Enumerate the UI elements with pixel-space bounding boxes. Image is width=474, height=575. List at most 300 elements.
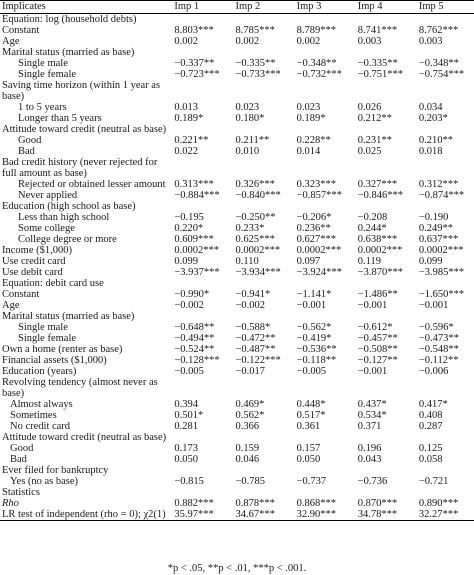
cell-imp-3 [291, 377, 352, 399]
cell-imp-1: 0.501* [174, 410, 204, 421]
row-label: Bad [10, 454, 27, 465]
cell-imp-4 [352, 377, 413, 399]
cell-imp-5: −0.473** [418, 333, 459, 344]
cell-imp-5: −0.112** [418, 355, 459, 366]
table-row [0, 377, 474, 399]
cell-imp-3: 0.627*** [296, 234, 336, 245]
cell-imp-3: −0.118** [296, 355, 337, 366]
cell-imp-1: 0.281 [174, 421, 198, 432]
cell-imp-4 [352, 157, 413, 179]
row-label: Marital status (married as base) [2, 311, 135, 322]
cell-imp-5 [413, 278, 474, 289]
cell-imp-2: 0.023 [235, 102, 260, 113]
cell-imp-4: 0.212** [357, 113, 392, 124]
table-row [0, 333, 474, 344]
table-row [0, 36, 474, 47]
table-row [0, 124, 474, 135]
table-row [0, 410, 474, 421]
row-label: Marital status (married as base) [2, 47, 135, 58]
table-row [0, 135, 474, 146]
row-label: LR test of independent (rho = 0); χ2(1) [0, 509, 168, 521]
cell-imp-3: 0.323*** [296, 179, 336, 190]
table-row [0, 47, 474, 58]
cell-imp-3 [291, 278, 352, 289]
cell-imp-2: 0.0002*** [235, 245, 281, 256]
row-label: Good [10, 443, 34, 454]
cell-imp-5 [413, 432, 474, 443]
cell-imp-5: 0.890*** [418, 498, 459, 509]
cell-imp-3 [291, 14, 352, 26]
cell-imp-1 [168, 278, 229, 289]
row-label: Equation: debit card use [2, 278, 104, 289]
row-label: Longer than 5 years [18, 113, 102, 124]
cell-imp-4: 0.437* [357, 399, 387, 410]
cell-imp-1 [168, 14, 229, 26]
row-label: Bad credit history (never rejected for full amount as base) [2, 157, 158, 179]
cell-imp-1: −0.005 [174, 366, 204, 377]
cell-imp-5: −0.721 [418, 476, 449, 487]
cell-imp-2 [229, 47, 290, 58]
cell-imp-3 [291, 157, 352, 179]
cell-imp-5: −3.985*** [418, 267, 465, 278]
table-row [0, 25, 474, 36]
cell-imp-2: 0.469* [235, 399, 265, 410]
cell-imp-2: −0.733*** [235, 69, 281, 80]
table-row [0, 58, 474, 69]
cell-imp-1: 35.97*** [168, 509, 229, 521]
cell-imp-1: 0.313*** [174, 179, 214, 190]
table-row [0, 157, 474, 179]
cell-imp-2 [229, 157, 290, 179]
cell-imp-1 [168, 47, 229, 58]
cell-imp-5: 0.637*** [418, 234, 459, 245]
cell-imp-3: 0.868*** [296, 498, 336, 509]
table-row [0, 421, 474, 432]
row-label: Equation: log (household debts) [2, 14, 137, 25]
cell-imp-4: −0.001 [357, 300, 388, 311]
cell-imp-4: 0.003 [357, 36, 382, 47]
cell-imp-5: 0.312*** [418, 179, 459, 190]
cell-imp-1: 8.803*** [174, 25, 214, 36]
cell-imp-4 [352, 487, 413, 498]
table-row [0, 509, 474, 521]
cell-imp-3: −0.562* [296, 322, 332, 333]
cell-imp-5 [413, 201, 474, 212]
header-implicates: Implicates [0, 1, 168, 14]
cell-imp-2: 0.110 [235, 256, 259, 267]
cell-imp-2: 0.233* [235, 223, 265, 234]
row-label: Single female [18, 69, 77, 80]
cell-imp-2: −0.017 [235, 366, 266, 377]
cell-imp-3: −0.206* [296, 212, 332, 223]
row-label: College degree or more [18, 234, 117, 245]
cell-imp-5: 0.058 [418, 454, 443, 465]
cell-imp-1: 0.609*** [174, 234, 214, 245]
row-label: Use credit card [2, 256, 66, 267]
table-row [0, 267, 474, 278]
cell-imp-5: −1.650*** [418, 289, 465, 300]
cell-imp-1: −0.337** [174, 58, 215, 69]
significance-footnote: *p < .05, **p < .01, ***p < .001. [167, 563, 307, 574]
row-label: Constant [2, 25, 40, 36]
cell-imp-2 [229, 124, 290, 135]
table-row [0, 256, 474, 267]
cell-imp-2 [229, 487, 290, 498]
cell-imp-4 [352, 14, 413, 26]
cell-imp-2: 0.562* [235, 410, 265, 421]
cell-imp-4: −0.846*** [357, 190, 404, 201]
table-body [0, 14, 474, 521]
table-row [0, 212, 474, 223]
table-row [0, 223, 474, 234]
cell-imp-5: −0.874*** [418, 190, 465, 201]
cell-imp-5 [413, 124, 474, 135]
cell-imp-1: −0.494** [174, 333, 215, 344]
cell-imp-4 [352, 124, 413, 135]
cell-imp-2 [229, 278, 290, 289]
cell-imp-3: 0.014 [296, 146, 321, 157]
row-label: Single female [18, 333, 77, 344]
cell-imp-2: −0.785 [235, 476, 266, 487]
cell-imp-4: −0.612* [357, 322, 393, 333]
table-row [0, 278, 474, 289]
row-label: Never applied [18, 190, 78, 201]
table-header [0, 1, 474, 14]
cell-imp-3: −1.141* [296, 289, 332, 300]
cell-imp-1: −0.723*** [174, 69, 220, 80]
cell-imp-4: −3.870*** [357, 267, 404, 278]
header-imp-2: Imp 2 [229, 1, 290, 14]
cell-imp-4: 0.870*** [357, 498, 398, 509]
cell-imp-3 [291, 465, 352, 476]
cell-imp-5 [413, 80, 474, 102]
cell-imp-5: 0.0002*** [418, 245, 464, 256]
cell-imp-4: 0.638*** [357, 234, 398, 245]
cell-imp-3: 0.228** [296, 135, 331, 146]
cell-imp-5: 0.210** [418, 135, 453, 146]
cell-imp-2: 0.326*** [235, 179, 275, 190]
row-label: Age [2, 300, 20, 311]
cell-imp-3: −0.737 [296, 476, 327, 487]
cell-imp-4: −0.127** [357, 355, 398, 366]
cell-imp-4 [352, 432, 413, 443]
cell-imp-1: 0.173 [174, 443, 198, 454]
cell-imp-3: −3.924*** [296, 267, 342, 278]
cell-imp-3 [291, 432, 352, 443]
cell-imp-2: 0.046 [235, 454, 260, 465]
cell-imp-2: −0.335** [235, 58, 276, 69]
row-label: Education (years) [2, 366, 77, 377]
cell-imp-2: 8.785*** [235, 25, 275, 36]
cell-imp-1: 0.220* [174, 223, 204, 234]
cell-imp-3: −0.419* [296, 333, 332, 344]
table-row [0, 355, 474, 366]
table-row [0, 498, 474, 509]
row-label: Less than high school [18, 212, 110, 223]
cell-imp-5: 8.762*** [418, 25, 459, 36]
cell-imp-1 [168, 80, 229, 102]
table-row [0, 146, 474, 157]
cell-imp-3 [291, 311, 352, 322]
cell-imp-5: 0.408 [418, 410, 443, 421]
cell-imp-2 [229, 14, 290, 26]
table-row [0, 190, 474, 201]
cell-imp-3: 0.157 [296, 443, 321, 454]
cell-imp-1: 0.002 [174, 36, 198, 47]
row-label: Attitude toward credit (neutral as base) [2, 432, 167, 443]
cell-imp-1 [168, 124, 229, 135]
row-label: Rejected or obtained lesser amount [18, 179, 166, 190]
header-imp-4: Imp 4 [352, 1, 413, 14]
cell-imp-3: 0.189* [296, 113, 326, 124]
cell-imp-5 [413, 157, 474, 179]
cell-imp-1 [168, 432, 229, 443]
cell-imp-4: −0.508** [357, 344, 398, 355]
cell-imp-2: −3.934*** [235, 267, 281, 278]
cell-imp-3: 0.361 [296, 421, 321, 432]
table-row [0, 14, 474, 26]
row-label: Yes (no as base) [10, 476, 79, 487]
cell-imp-3: 0.002 [296, 36, 321, 47]
cell-imp-4: −0.001 [357, 366, 388, 377]
header-row [0, 1, 474, 14]
cell-imp-3 [291, 201, 352, 212]
cell-imp-1 [168, 311, 229, 322]
cell-imp-5: 0.203* [418, 113, 448, 124]
cell-imp-5: 0.249** [418, 223, 453, 234]
cell-imp-2: 0.211** [235, 135, 270, 146]
cell-imp-4: −0.457** [357, 333, 398, 344]
table-row [0, 311, 474, 322]
cell-imp-5: 0.125 [418, 443, 443, 454]
header-imp-5: Imp 5 [413, 1, 474, 14]
cell-imp-4 [352, 80, 413, 102]
cell-imp-3: −0.536** [296, 344, 337, 355]
row-label: Sometimes [10, 410, 57, 421]
cell-imp-1: 0.022 [174, 146, 198, 157]
cell-imp-4: 0.244* [357, 223, 387, 234]
table-row [0, 201, 474, 212]
header-imp-3: Imp 3 [291, 1, 352, 14]
cell-imp-5: −0.190 [418, 212, 449, 223]
cell-imp-1: 0.050 [174, 454, 198, 465]
cell-imp-1: −3.937*** [174, 267, 220, 278]
cell-imp-3: 0.023 [296, 102, 321, 113]
cell-imp-4: −0.335** [357, 58, 398, 69]
cell-imp-4: 0.534* [357, 410, 387, 421]
cell-imp-2: 0.878*** [235, 498, 275, 509]
table-row [0, 102, 474, 113]
cell-imp-2 [229, 465, 290, 476]
row-label: Statistics [2, 487, 40, 498]
cell-imp-5 [413, 465, 474, 476]
row-label: Almost always [10, 399, 73, 410]
cell-imp-5: −0.006 [418, 366, 449, 377]
cell-imp-5 [413, 487, 474, 498]
table-row [0, 476, 474, 487]
cell-imp-5: 0.287 [418, 421, 443, 432]
cell-imp-3: −0.857*** [296, 190, 342, 201]
cell-imp-5: −0.548** [418, 344, 459, 355]
cell-imp-3: −0.732*** [296, 69, 342, 80]
cell-imp-5: −0.596* [418, 322, 454, 333]
cell-imp-5: −0.001 [418, 300, 449, 311]
row-label: Income ($1,000) [2, 245, 72, 256]
cell-imp-1: 0.189* [174, 113, 204, 124]
row-label: Education (high school as base) [2, 201, 136, 212]
cell-imp-4: 0.026 [357, 102, 382, 113]
cell-imp-1: 0.0002*** [174, 245, 219, 256]
cell-imp-3: 0.517* [296, 410, 326, 421]
cell-imp-3: 0.0002*** [296, 245, 342, 256]
cell-imp-5 [413, 311, 474, 322]
cell-imp-1: 0.099 [174, 256, 198, 267]
cell-imp-3: 32.90*** [291, 509, 352, 521]
table-row [0, 80, 474, 102]
table-row [0, 399, 474, 410]
cell-imp-4 [352, 278, 413, 289]
cell-imp-4 [352, 311, 413, 322]
cell-imp-2: 0.625*** [235, 234, 275, 245]
cell-imp-4: 0.371 [357, 421, 382, 432]
row-label: 1 to 5 years [18, 102, 67, 113]
cell-imp-1: −0.648** [174, 322, 215, 333]
cell-imp-4: 0.043 [357, 454, 382, 465]
table-row [0, 113, 474, 124]
cell-imp-2 [229, 201, 290, 212]
table-row [0, 487, 474, 498]
cell-imp-3: −0.001 [296, 300, 327, 311]
table-row [0, 234, 474, 245]
cell-imp-3: 0.097 [296, 256, 321, 267]
cell-imp-4: 0.0002*** [357, 245, 403, 256]
cell-imp-2: −0.487** [235, 344, 276, 355]
cell-imp-1: −0.884*** [174, 190, 220, 201]
cell-imp-3 [291, 80, 352, 102]
table-row [0, 289, 474, 300]
cell-imp-2: −0.840*** [235, 190, 281, 201]
cell-imp-1: −0.002 [174, 300, 204, 311]
cell-imp-1 [168, 377, 229, 399]
cell-imp-5: 0.417* [418, 399, 448, 410]
cell-imp-4: 0.025 [357, 146, 382, 157]
table-row [0, 454, 474, 465]
cell-imp-1 [168, 201, 229, 212]
cell-imp-4: −0.736 [357, 476, 388, 487]
table-row [0, 69, 474, 80]
header-imp-1: Imp 1 [168, 1, 229, 14]
cell-imp-4: 0.119 [357, 256, 381, 267]
row-label: Constant [2, 289, 40, 300]
cell-imp-5: 0.018 [418, 146, 443, 157]
cell-imp-2 [229, 432, 290, 443]
row-label: Some college [18, 223, 75, 234]
cell-imp-1: −0.524** [174, 344, 215, 355]
cell-imp-2: −0.002 [235, 300, 266, 311]
table-row [0, 245, 474, 256]
cell-imp-4: 34.78*** [352, 509, 413, 521]
cell-imp-3: −0.005 [296, 366, 327, 377]
cell-imp-5: −0.348** [418, 58, 459, 69]
cell-imp-1 [168, 157, 229, 179]
cell-imp-1: −0.815 [174, 476, 204, 487]
row-label: Use debit card [2, 267, 63, 278]
cell-imp-4 [352, 201, 413, 212]
table-row [0, 465, 474, 476]
cell-imp-1: −0.195 [174, 212, 204, 223]
cell-imp-2 [229, 311, 290, 322]
cell-imp-4: −1.486** [357, 289, 398, 300]
cell-imp-1: −0.990* [174, 289, 210, 300]
row-label: Age [2, 36, 20, 47]
cell-imp-4: 0.327*** [357, 179, 398, 190]
cell-imp-5 [413, 377, 474, 399]
row-label: Ever filed for bankruptcy [2, 465, 109, 476]
cell-imp-5: 0.099 [418, 256, 443, 267]
cell-imp-2 [229, 80, 290, 102]
cell-imp-4: 0.231** [357, 135, 392, 146]
cell-imp-1 [168, 487, 229, 498]
row-label: Single male [18, 58, 68, 69]
row-label: Revolving tendency (almost never as base) [2, 377, 158, 399]
table-row [0, 179, 474, 190]
cell-imp-2: 0.002 [235, 36, 260, 47]
cell-imp-1: 0.394 [174, 399, 198, 410]
row-label: Single male [18, 322, 68, 333]
cell-imp-3: 8.789*** [296, 25, 336, 36]
cell-imp-5: 0.003 [418, 36, 443, 47]
cell-imp-5: 32.27*** [413, 509, 474, 521]
cell-imp-4 [352, 465, 413, 476]
row-label: Saving time horizon (within 1 year as base) [2, 80, 161, 102]
cell-imp-2 [229, 377, 290, 399]
row-label: No credit card [10, 421, 71, 432]
cell-imp-1: 0.882*** [174, 498, 214, 509]
cell-imp-2: −0.941* [235, 289, 271, 300]
cell-imp-1 [168, 465, 229, 476]
cell-imp-2: 0.366 [235, 421, 260, 432]
cell-imp-3 [291, 487, 352, 498]
cell-imp-2: 0.010 [235, 146, 260, 157]
row-label: Financial assets ($1,000) [2, 355, 107, 366]
table-row [0, 443, 474, 454]
row-label: Own a home (renter as base) [2, 344, 123, 355]
row-label: Bad [18, 146, 35, 157]
cell-imp-1: 0.221** [174, 135, 209, 146]
cell-imp-3: 0.236** [296, 223, 331, 234]
cell-imp-2: −0.250** [235, 212, 276, 223]
cell-imp-4: 0.196 [357, 443, 382, 454]
cell-imp-4: −0.208 [357, 212, 388, 223]
cell-imp-5: 0.034 [418, 102, 443, 113]
cell-imp-2: −0.472** [235, 333, 276, 344]
table-row [0, 300, 474, 311]
cell-imp-5 [413, 47, 474, 58]
cell-imp-2: 0.180* [235, 113, 265, 124]
cell-imp-2: −0.122*** [235, 355, 281, 366]
cell-imp-4: 8.741*** [357, 25, 398, 36]
row-label: Good [18, 135, 42, 146]
table-row [0, 432, 474, 443]
cell-imp-4 [352, 47, 413, 58]
table-row [0, 366, 474, 377]
cell-imp-3: 0.050 [296, 454, 321, 465]
cell-imp-2: 34.67*** [229, 509, 290, 521]
cell-imp-1: −0.128*** [174, 355, 220, 366]
table-row [0, 344, 474, 355]
cell-imp-2: −0.588* [235, 322, 271, 333]
cell-imp-3 [291, 124, 352, 135]
